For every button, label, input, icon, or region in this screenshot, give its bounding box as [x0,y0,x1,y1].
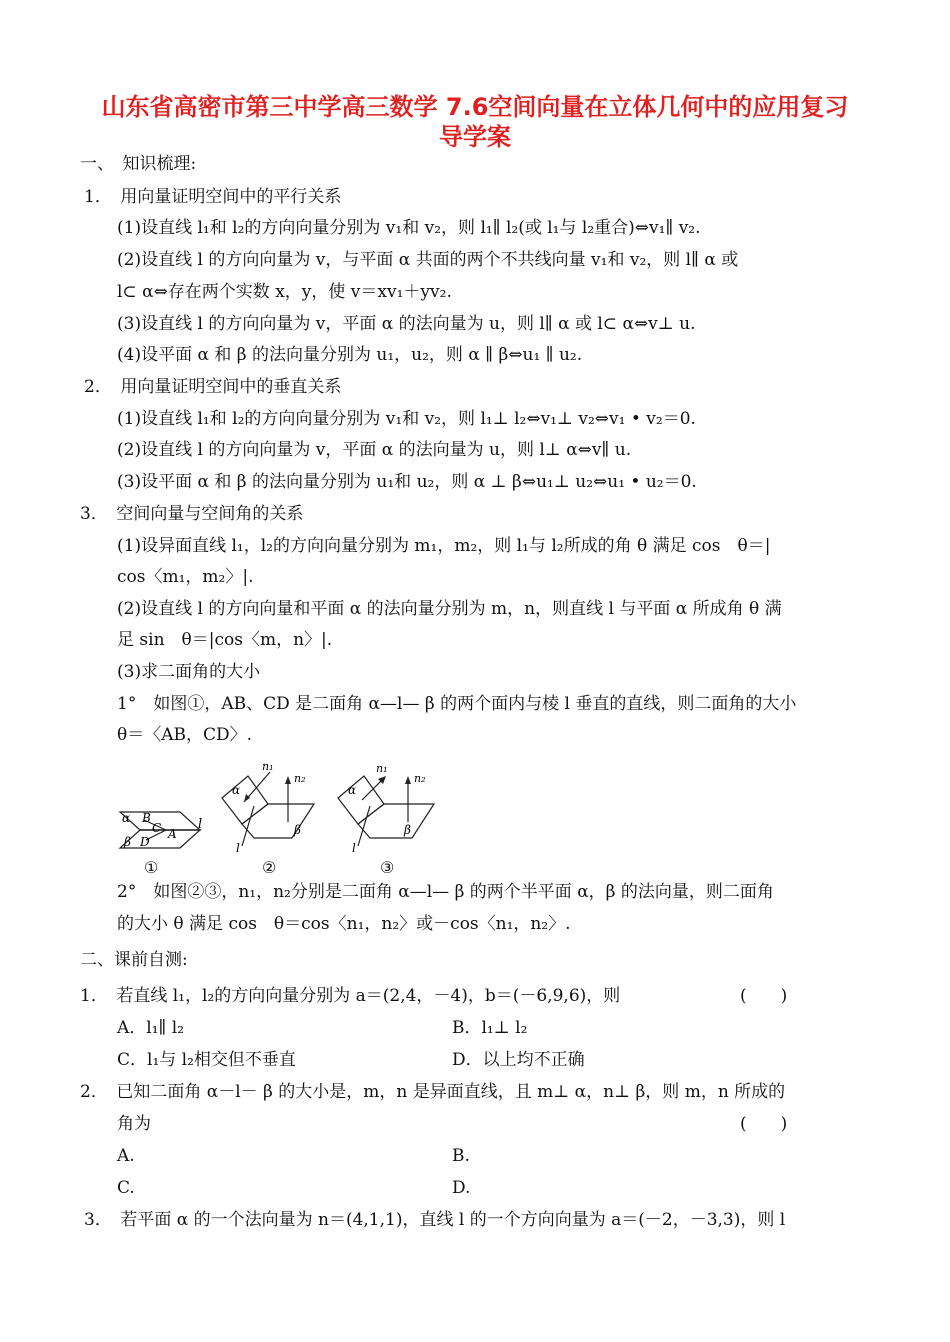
p2-line-1: (1)设直线 l₁和 l₂的方向向量分别为 v₁和 v₂，则 l₁⊥ l₂⇔v₁⊥ v₂⇔v₁ • v₂＝0. [117,409,696,429]
dihedral-figure-2 [218,758,322,854]
p1-line-3: (3)设直线 l 的方向向量为 v，平面 α 的法向量为 u，则 l∥ α 或 l⊂ α⇔v⊥ u. [117,314,696,334]
q2-option-c: C. [117,1178,135,1198]
fig1-caption: ① [144,858,159,877]
fig1-d-label: D [140,835,150,849]
fig1-c-label: C [152,821,162,835]
section-1-heading: 一、 知识梳理: [80,154,197,174]
p3-line-2b: 足 sin θ＝|cos〈m，n〉|. [117,630,333,650]
p2-heading: 2． 用向量证明空间中的垂直关系 [84,377,342,397]
title-line-2: 导学案 [439,123,511,151]
p3-line-3: (3)求二面角的大小 [117,662,261,682]
dihedral-figure-3 [334,758,438,854]
fig1-a-label: A [168,827,177,841]
p2-line-3: (3)设平面 α 和 β 的法向量分别为 u₁和 u₂，则 α ⊥ β⇔u₁⊥ u₂⇔u₁ • u₂＝0. [117,472,697,492]
p3-line-1b: cos〈m₁，m₂〉|. [117,567,254,587]
p3-line-2a: (2)设直线 l 的方向向量和平面 α 的法向量分别为 m，n，则直线 l 与平面 α 所成角 θ 满 [117,599,782,619]
fig2-alpha-label: α [232,783,241,797]
fig2-l-label: l [236,841,240,854]
fig2-n2-label: n₂ [294,772,306,785]
p3-line-4b: θ＝〈AB，CD〉. [117,725,253,745]
fig3-n1-label: n₁ [376,762,388,775]
q1-option-d: D．以上均不正确 [452,1050,585,1070]
q1-stem: 1． 若直线 l₁，l₂的方向向量分别为 a＝(2,4，－4)，b＝(－6,9,6)，则 [80,986,621,1006]
fig3-alpha-label: α [348,783,357,797]
q2-option-a: A. [117,1146,135,1166]
q2-stem: 2． 已知二面角 α－l－ β 的大小是，m，n 是异面直线，且 m⊥ α，n⊥ β，则 m，n 所成的 [80,1082,786,1102]
p1-line-4: (4)设平面 α 和 β 的法向量分别为 u₁，u₂，则 α ∥ β⇔u₁ ∥ u₂. [117,345,583,365]
p1-line-2b: l⊂ α⇔存在两个实数 x，y，使 v＝xv₁＋yv₂. [117,282,452,302]
q2-option-d: D. [452,1178,471,1198]
q3-stem: 3． 若平面 α 的一个法向量为 n＝(4,1,1)，直线 l 的一个方向向量为 a＝(－2，－3,3)，则 l [84,1210,786,1230]
fig1-alpha-label: α [122,811,131,825]
p1-heading: 1． 用向量证明空间中的平行关系 [84,187,342,207]
section-2-heading: 二、课前自测: [80,950,188,970]
p3-line-4a: 1° 如图①，AB、CD 是二面角 α—l— β 的两个面内与棱 l 垂直的直线，则二面角的大小 [117,694,797,714]
q1-option-a: A．l₁∥ l₂ [117,1018,185,1038]
q1-answer-paren: ( ) [740,986,788,1006]
fig2-caption: ② [262,858,277,877]
fig1-l-label: l [198,817,203,832]
plane-alpha [338,776,384,824]
fig3-l-label: l [352,841,356,854]
title-line-1: 山东省高密市第三中学高三数学 7.6空间向量在立体几何中的应用复习 [101,93,849,121]
p3-heading: 3． 空间向量与空间角的关系 [80,504,304,524]
fig3-n2-label: n₂ [414,772,426,785]
q2-option-b: B. [452,1146,470,1166]
fig2-n1-label: n₁ [262,760,274,773]
q1-option-c: C．l₁与 l₂相交但不垂直 [117,1050,296,1070]
p3-line-5b: 的大小 θ 满足 cos θ＝cos〈n₁，n₂〉或－cos〈n₁，n₂〉. [117,914,571,934]
dihedral-figure-1 [118,800,208,858]
p3-line-1a: (1)设异面直线 l₁，l₂的方向向量分别为 m₁，m₂，则 l₁与 l₂所成的角 θ 满足 cos θ＝| [117,536,771,556]
p2-line-2: (2)设直线 l 的方向向量为 v，平面 α 的法向量为 u，则 l⊥ α⇔v∥ u. [117,440,632,460]
p1-line-1: (1)设直线 l₁和 l₂的方向向量分别为 v₁和 v₂，则 l₁∥ l₂(或 l₁与 l₂重合)⇔v₁∥ v₂. [117,218,701,238]
q2-stem-2: 角为 [117,1114,151,1134]
p1-line-2a: (2)设直线 l 的方向向量为 v，与平面 α 共面的两个不共线向量 v₁和 v₂，则 l∥ α 或 [117,250,739,270]
q2-answer-paren: ( ) [740,1114,788,1134]
fig3-beta-label: β [404,823,411,837]
fig3-caption: ③ [380,858,395,877]
q1-option-b: B．l₁⊥ l₂ [452,1018,528,1038]
p3-line-5a: 2° 如图②③，n₁，n₂分别是二面角 α—l— β 的两个半平面 α，β 的法向量，则二面角 [117,882,774,902]
fig1-beta-label: β [124,835,131,849]
fig1-b-label: B [142,811,151,825]
fig2-beta-label: β [294,823,301,837]
